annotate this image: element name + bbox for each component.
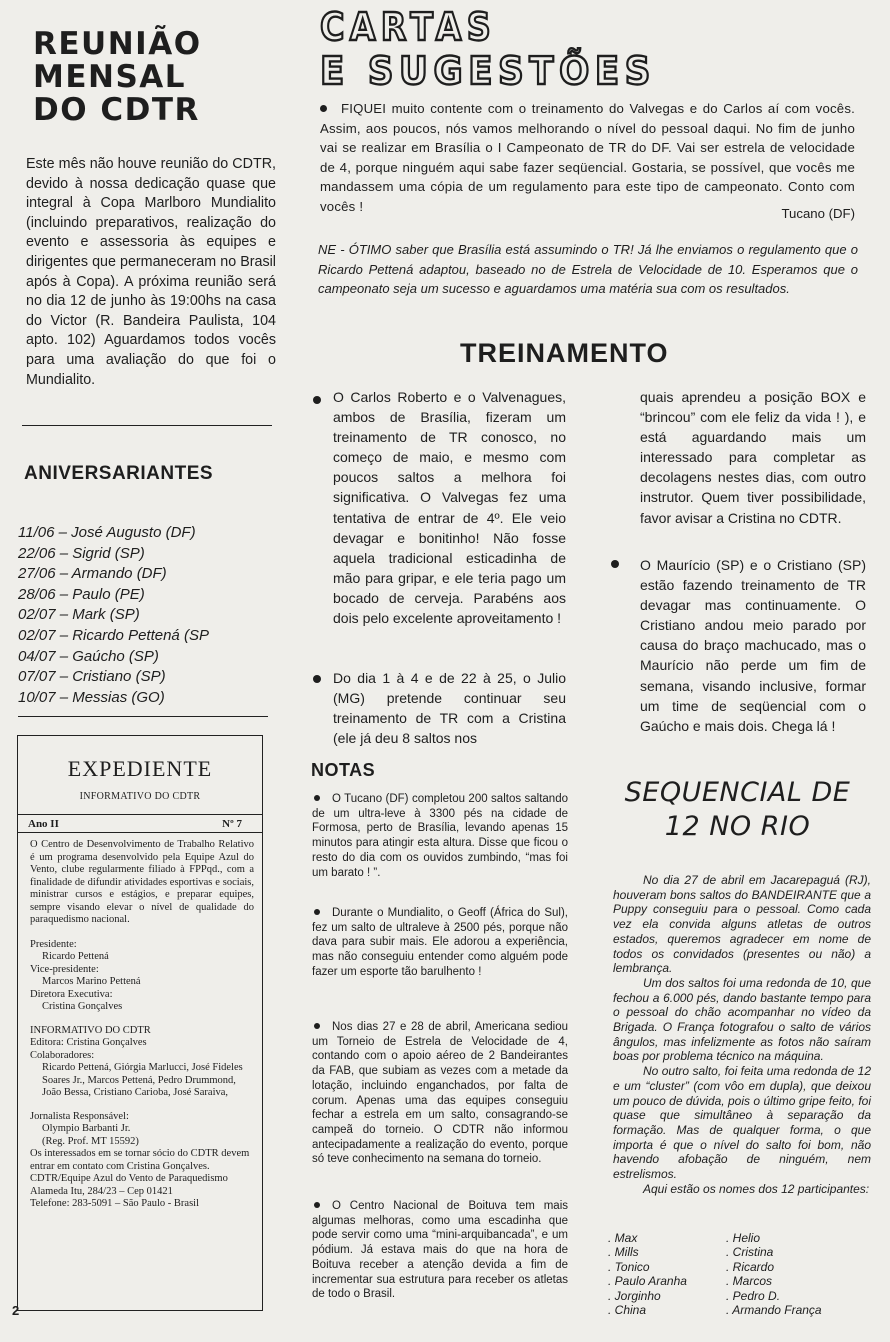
letter [320, 99, 855, 217]
cartas-title-line: E SUGESTÕES [320, 49, 656, 90]
divider [22, 425, 272, 426]
expediente-endereco: CDTR/Equipe Azul do Vento de Paraquedismo [30, 1173, 228, 1184]
sequencial-text [613, 873, 871, 1196]
participant-name: . China [608, 1303, 726, 1317]
cartas-title-line: CARTAS [320, 6, 496, 49]
expediente-intro: O Centro de Desenvolvimento de Trabalho Relativo é um programa desenvolvido pela Equipe Azul do Vento, clube regularmente filiado à FPPqd., com a finalidade de difundir atividades esportivas e sociais, ministrar cursos e estágios, e preparar equipes, sempre visando elevar o nível de qualidade do paraquedismo nacional. [30, 839, 254, 925]
expediente-jornalista [30, 1111, 254, 1211]
expediente-telefone: Telefone: 283-5091 – São Paulo - Brasil [30, 1198, 199, 1209]
bullet-icon [314, 1202, 320, 1208]
sequencial-title-line: 12 NO RIO [664, 811, 811, 842]
role-name: Editora: Cristina Gonçalves [30, 1037, 147, 1048]
list-item: 02/07 – Ricardo Pettená (SP [18, 626, 209, 644]
role-label: Presidente: [30, 938, 77, 950]
role-name: Olympio Barbanti Jr. [42, 1123, 131, 1134]
treinamento-paragraph: O Maurício (SP) e o Cristiano (SP) estão fazendo treinamento de TR devagar mas continuamente. O Cristiano andou meio parado por causa do braço machucado, mas o Maurício não perde um fim de semana, visando inclusive, formar um time de seqüencial com o Gaúcho e mais dois. Chega lá ! [640, 557, 866, 734]
sequencial-paragraph: Um dos saltos foi uma redonda de 10, que fechou a 6.000 pés, dando bastante tempo para o pessoal do chão acompanhar no vídeo da Brigada. O França fotografou o salto de vários ângulos, mas infelizmente as fotos não saíram boas por problema técnico na máquina. [613, 975, 871, 1064]
bullet-icon [314, 1023, 320, 1029]
list-item: 07/07 – Cristiano (SP) [18, 668, 166, 686]
page-number: 2 [12, 1303, 20, 1318]
participant-name: . Jorginho [608, 1289, 726, 1303]
nota-item [312, 792, 568, 880]
participant-name: . Max [608, 1231, 726, 1245]
bullet-icon [611, 560, 619, 568]
list-item: 22/06 – Sigrid (SP) [18, 544, 145, 562]
nota-text: O Centro Nacional de Boituva tem mais algumas melhoras, como uma escadinha que pode servir como uma “mini-arquibancada”, e um pódium. Já estava mais do que na hora de Boituva receber a atenção devida a fim de incrementar sua estrutura para receber os atletas de todo o Brasil. [312, 1200, 568, 1301]
sequencial-paragraph: No outro salto, foi feita uma redonda de 12 e um “cluster” (com vôo em dupla), que deixou um pouco de dúvida, pois o último gripe feito, foi quase que simultâneo à separação da formação. Mas de qualquer forma, o que importa é que o nível do salto foi bom, não havendo afobação de ninguém, nem estrelismos. [613, 1064, 871, 1182]
reuniao-title-line: DO CDTR [33, 92, 200, 128]
bullet-icon [313, 675, 321, 683]
nota-text: Durante o Mundialito, o Geoff (África do Sul), fez um salto de ultraleve à 2500 pés, porque não dava para subir mais. Ele adorou a experiência, mas não conseguiu entender como alguém pode fazer um esporte tão barulhento ! [312, 907, 568, 978]
notas-title: NOTAS [311, 760, 376, 780]
divider [18, 716, 268, 717]
nota-text: Nos dias 27 e 28 de abril, Americana sediou um Torneio de Estrela de Velocidade de 4, contando com o apoio aéreo de 2 Bandeirantes da FAB, que subiam as vezes com a metade da lotação, incluindo enganchados, por falta de corum. Apenas uma das equipes conseguiu fechar a estrela em um salto, consagrando-se campeã do torneio. O CDTR não informou antecipadamente a realização do evento, porque só teve conhecimento na semana do torneio. [312, 1021, 568, 1166]
expediente-title: EXPEDIENTE [67, 756, 213, 781]
nota-item [312, 1199, 568, 1302]
list-item: 04/07 – Gaúcho (SP) [18, 647, 159, 665]
expediente-body [18, 833, 262, 1211]
role-label: Vice-presidente: [30, 963, 99, 975]
bullet-icon [320, 105, 327, 112]
expediente-contato: Os interessados em se tornar sócio do CDTR devem entrar em contato com Cristina Gonçalves. [30, 1148, 250, 1172]
nota-item [312, 1020, 568, 1167]
bullet-icon [314, 909, 320, 915]
participant-name: . Mills [608, 1245, 726, 1259]
expediente-box [17, 735, 263, 1311]
treinamento-paragraph: O Carlos Roberto e o Valvenagues, ambos de Brasília, fizeram um treinamento de TR conosco, no começo de maio, e mesmo com poucos saltos a melhora foi significativa. O Valvegas fez uma tentativa de entrar de 4º. Ele veio devagar e bonitinho! Não fosse aquela tradicional esticadinha de mão para gripar, e ele teria pago um bocado de cerveja. Parabéns aos dois pelo excelente aproveitamento ! [333, 389, 566, 627]
role-name: Cristina Gonçalves [42, 1001, 123, 1012]
aniversariantes-list [18, 523, 278, 708]
role-name: Ricardo Pettená [42, 951, 109, 962]
participant-name: . Helio [726, 1231, 866, 1245]
expediente-numero: Nº 7 [222, 818, 242, 830]
participant-name: . Marcos [726, 1274, 866, 1288]
expediente-issue-bar [18, 814, 262, 833]
letter-signature: Tucano (DF) [781, 206, 855, 221]
aniversariantes-title: ANIVERSARIANTES [24, 463, 214, 484]
expediente-subtitle: INFORMATIVO DO CDTR [79, 791, 201, 802]
sequencial-paragraph: Aqui estão os nomes dos 12 participantes: [643, 1181, 870, 1196]
list-item: 10/07 – Messias (GO) [18, 688, 165, 706]
expediente-diretoria [30, 939, 254, 1014]
role-label: Colaboradores: [30, 1049, 95, 1061]
participant-name: . Paulo Aranha [608, 1274, 726, 1288]
participant-name: . Pedro D. [726, 1289, 866, 1303]
cartas-title [318, 6, 668, 90]
editor-reply: NE - ÓTIMO saber que Brasília está assumindo o TR! Já lhe enviamos o regulamento que o Ricardo Pettená adaptou, baseado no de Estrela de Velocidade de 10. Esperamos que o campeonato seja um sucesso e aguardamos uma matéria sua com os resultados. [318, 242, 858, 297]
role-label: Diretora Executiva: [30, 988, 113, 1000]
role-name: Ricardo Pettená, Giórgia Marlucci, José Fideles Soares Jr., Marcos Pettená, Pedro Drummond, João Bessa, Cristiano Carioba, José Saraiva, [42, 1062, 243, 1098]
participant-list [608, 1231, 868, 1317]
list-item: 28/06 – Paulo (PE) [18, 585, 145, 603]
expediente-ano: Ano II [28, 818, 59, 830]
list-item: 11/06 – José Augusto (DF) [18, 524, 196, 541]
bullet-icon [313, 396, 321, 404]
letter-text: FIQUEI muito contente com o treinamento do Valvegas e do Carlos aí com vocês. Assim, aos poucos, nós vamos melhorando o nível do pessoal daqui. No fim de junho vai se realizar em Brasília o I Campeonato de TR do DF. Vai ser estrela de velocidade de 4, porque ninguém aqui sabe fazer seqüencial. Gostaria, se possível, que vocês me mandassem uma cópia de um regulamento para este tipo de campeonato. Conto com vocês ! [320, 101, 855, 214]
list-item: 27/06 – Armando (DF) [18, 565, 167, 583]
reuniao-title-line: MENSAL [33, 59, 187, 95]
reuniao-title-line: REUNIÃO [33, 26, 202, 62]
list-item: 02/07 – Mark (SP) [18, 606, 140, 624]
sequencial-title-line: SEQUENCIAL DE [624, 777, 851, 808]
treinamento-paragraph-continued: quais aprendeu a posição BOX e “brincou” com ele feliz da vida ! ), e está aguardando mais um interessado para completar as decolagens nestes dias, com outro instrutor. Quem tiver possibilidade, favor avisar a Cristina no CDTR. [640, 389, 866, 526]
expediente-endereco: Alameda Itu, 284/23 – Cep 01421 [30, 1185, 173, 1197]
treinamento-paragraph: Do dia 1 à 4 e de 22 à 25, o Julio (MG) pretende continuar seu treinamento de TR com a Cristina (ele já deu 8 saltos nos [333, 670, 566, 747]
treinamento-title: TREINAMENTO [460, 338, 669, 368]
role-label: INFORMATIVO DO CDTR [30, 1024, 151, 1036]
nota-item [312, 906, 568, 980]
sequencial-title [595, 776, 880, 844]
role-registro: (Reg. Prof. MT 15592) [42, 1135, 139, 1147]
reuniao-text: Este mês não houve reunião do CDTR, devido à nossa dedicação quase que integral à Copa Marlboro Mundialito (incluindo preparativos, realização do evento e assessoria às equipes e dirigentes que permaneceram no Brasil após à Copa). A próxima reunião será no dia 12 de junho às 19:00hs na casa do Victor (R. Bandeira Paulista, 104 apto. 102) Aguardamos todos vocês para uma avaliação do que foi o Mundialito. [26, 156, 276, 388]
role-label: Jornalista Responsável: [30, 1110, 129, 1122]
nota-text: O Tucano (DF) completou 200 saltos saltando de um ultra-leve à 3300 pés na cidade de Formosa, perto de Brasília, levando apenas 15 minutos para atingir esta altura. Disse que ficou o resto do dia com os ouvidos zumbindo, “mas foi um barato ! ”. [312, 793, 568, 879]
participant-name: . Armando França [726, 1303, 866, 1317]
participant-name: . Tonico [608, 1260, 726, 1274]
participant-name: . Cristina [726, 1245, 866, 1259]
reuniao-title [33, 28, 293, 127]
role-name: Marcos Marino Pettená [42, 976, 141, 987]
participant-name: . Ricardo [726, 1260, 866, 1274]
sequencial-paragraph: No dia 27 de abril em Jacarepaguá (RJ), houveram bons saltos do BANDEIRANTE que a Puppy conseguiu para o pessoal. Como cada vez ela convida alguns atletas de outros estados, queremos agradecer em nome de todos os convidados (presentes ou não) a lembrança. [613, 873, 871, 976]
expediente-informativo [30, 1025, 254, 1100]
bullet-icon [314, 795, 320, 801]
